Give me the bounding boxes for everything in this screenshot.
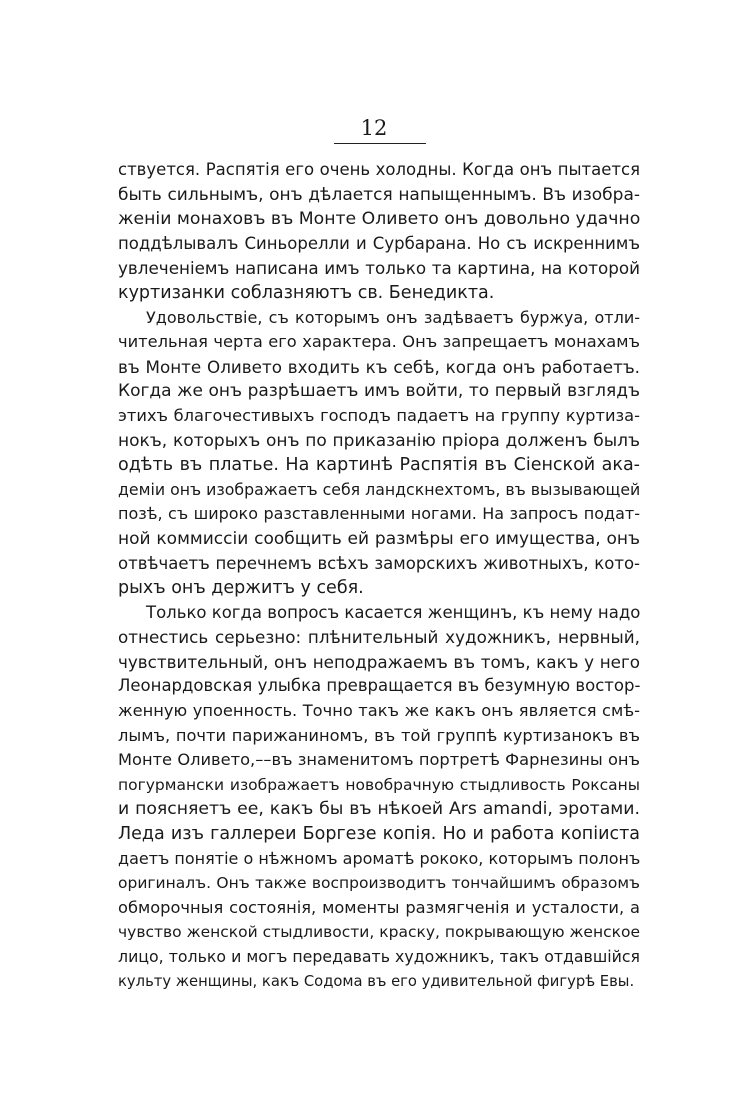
text-line: чувствительный, онъ неподражаемъ въ томъ, какъ у него (118, 651, 640, 672)
text-line: этихъ благочестивыхъ господъ падаетъ на группу куртиза- (118, 405, 640, 425)
text-line: ствуется. Распятія его очень холодны. Когда онъ пытается (118, 160, 640, 179)
text-line: быть сильнымъ, онъ дѣлается напыщеннымъ. Въ изобра- (118, 184, 640, 205)
text-line: Леонардовская улыбка превращается въ безумную востор- (118, 676, 641, 696)
text-line: Когда же онъ разрѣшаетъ имъ войти, то первый взглядъ (118, 381, 640, 402)
text-line: погурмански изображаетъ новобрачную стыдливость Роксаны (118, 775, 640, 794)
text-line: Только когда вопросъ касается женщинъ, къ нему надо (146, 602, 641, 622)
text-line: увлеченіемъ написана имъ только та картина, на которой (118, 258, 640, 279)
text-line: нокъ, которыхъ онъ по приказанію пріора долженъ былъ (118, 430, 640, 451)
text-line: чительная черта его характера. Онъ запрещаетъ монахамъ (118, 332, 640, 352)
text-line: обморочныя состоянія, моменты размягченія и усталости, а (118, 897, 640, 917)
text-line: отнестись серьезно: плѣнительный художникъ, нервный, (118, 627, 640, 648)
text-line: женную упоенность. Точно такъ же какъ онъ является смѣ- (118, 701, 640, 721)
body-text (118, 158, 640, 994)
text-line: въ Монте Оливето входить къ себѣ, когда онъ работаетъ. (118, 356, 640, 377)
text-line: Удовольствіе, съ которымъ онъ задѣваетъ буржуа, отли- (146, 307, 640, 327)
paragraph-2 (118, 306, 640, 601)
text-line: ной коммиссіи сообщить ей размѣры его имущества, онъ (118, 528, 640, 549)
text-line: куртизанки соблазняютъ св. Бенедикта. (118, 282, 495, 303)
text-line: чувство женской стыдливости, краску, покрывающую женское (118, 923, 640, 942)
text-line: деміи онъ изображаетъ себя ландскнехтомъ, въ вызывающей (118, 479, 641, 499)
text-line: одѣть въ платье. На картинѣ Распятія въ Сіенской ака- (118, 455, 640, 476)
text-line: женіи монаховъ въ Монте Оливето онъ довольно удачно (118, 209, 641, 230)
text-line: лицо, только и могъ передавать художникъ, такъ отдавшійся (118, 947, 640, 966)
page-number-rule (334, 143, 426, 144)
text-line: лымъ, почти парижаниномъ, въ той группѣ куртизанокъ въ (118, 725, 640, 745)
text-line: и поясняетъ ее, какъ бы въ нѣкоей Ars amandi, эротами. (118, 799, 640, 820)
text-line: Монте Оливето,––въ знаменитомъ портретѣ Фарнезины онъ (118, 750, 640, 770)
paragraph-3 (118, 601, 640, 995)
text-line: оригиналъ. Онъ также воспроизводитъ тончайшимъ образомъ (118, 874, 640, 893)
text-line: культу женщины, какъ Содома въ его удивительной фигурѣ Евы. (118, 972, 635, 990)
text-line: рыхъ онъ держитъ у себя. (118, 578, 364, 599)
text-line: даетъ понятіе о нѣжномъ ароматѣ рококо, которымъ полонъ (118, 848, 641, 868)
text-line: Леда изъ галлереи Боргезе копія. Но и работа копіиста (118, 824, 640, 845)
text-line: поддѣлывалъ Синьорелли и Сурбарана. Но съ искреннимъ (118, 233, 640, 253)
paragraph-1 (118, 158, 640, 306)
text-line: отвѣчаетъ перечнемъ всѣхъ заморскихъ животныхъ, кото- (118, 553, 640, 573)
text-line: позѣ, съ широко разставленными ногами. На запросъ подат- (118, 504, 640, 524)
page-number: 12 (360, 116, 388, 140)
